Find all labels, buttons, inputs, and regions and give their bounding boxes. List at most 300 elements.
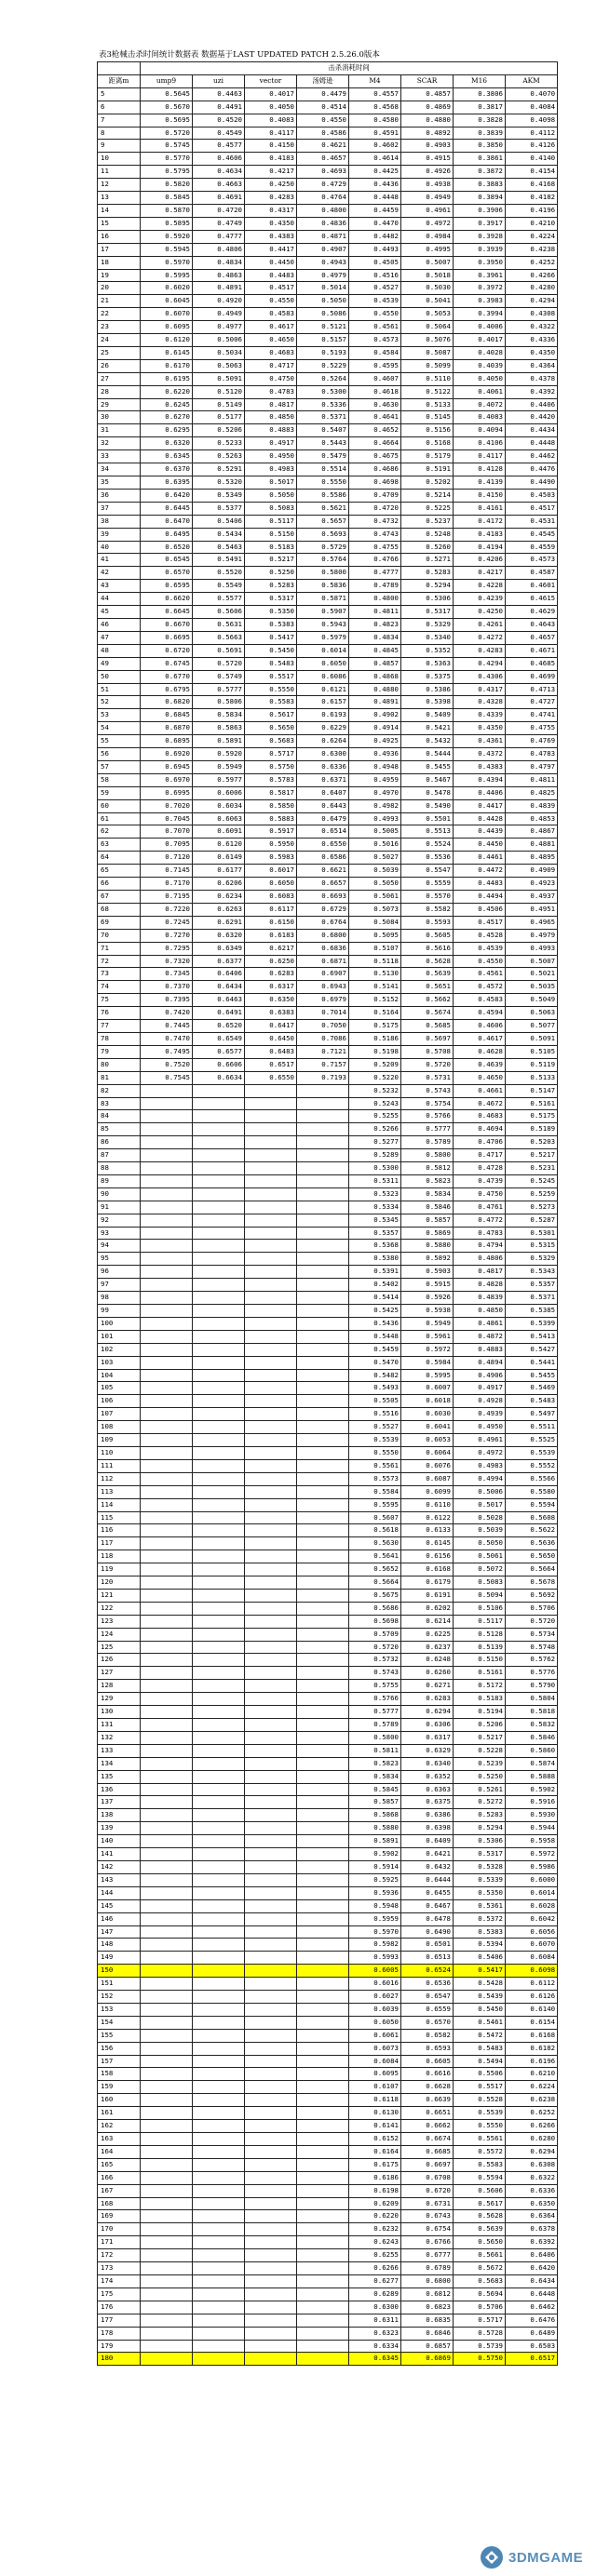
value-cell: 0.5605 (401, 929, 454, 942)
table-row (98, 87, 558, 101)
value-cell (245, 2249, 297, 2262)
value-cell: 0.5686 (349, 1602, 401, 1615)
value-cell (297, 1706, 349, 1719)
value-cell: 0.5549 (193, 580, 245, 593)
value-cell: 0.4150 (454, 489, 506, 502)
value-cell: 0.5818 (506, 1706, 558, 1719)
value-cell: 0.4950 (454, 1421, 506, 1434)
table-row (98, 1835, 558, 1848)
table-row (98, 243, 558, 256)
value-cell: 0.5550 (245, 683, 297, 696)
table-row (98, 2274, 558, 2288)
value-cell: 0.4250 (245, 179, 297, 192)
table-row (98, 1459, 558, 1472)
value-cell (141, 1511, 193, 1524)
table-row (98, 1020, 558, 1033)
value-cell (297, 1641, 349, 1654)
value-cell: 0.5084 (349, 916, 401, 929)
value-cell: 0.5157 (297, 334, 349, 347)
value-cell: 0.5783 (245, 773, 297, 786)
value-cell: 0.6870 (141, 722, 193, 735)
value-cell: 0.6225 (401, 1628, 454, 1641)
value-cell: 0.4606 (454, 1020, 506, 1033)
value-cell: 0.4630 (349, 398, 401, 411)
value-cell: 0.4494 (454, 891, 506, 904)
value-cell: 0.5501 (401, 812, 454, 825)
distance-cell: 33 (98, 450, 141, 463)
value-cell (245, 1925, 297, 1939)
value-cell (193, 1719, 245, 1732)
value-cell: 0.4914 (349, 722, 401, 735)
value-cell (193, 1939, 245, 1952)
distance-cell: 28 (98, 385, 141, 398)
value-cell (245, 1783, 297, 1796)
value-cell: 0.6300 (297, 748, 349, 761)
table-row (98, 2210, 558, 2223)
value-cell: 0.6334 (349, 2340, 401, 2353)
value-cell (245, 2236, 297, 2249)
value-cell (245, 1123, 297, 1136)
value-cell (141, 2288, 193, 2301)
value-cell (193, 2301, 245, 2314)
value-cell (245, 1174, 297, 1187)
value-cell: 0.6238 (506, 2094, 558, 2107)
table-row (98, 2314, 558, 2327)
value-cell (193, 1097, 245, 1110)
value-cell: 0.7121 (297, 1045, 349, 1058)
value-cell: 0.5617 (454, 2197, 506, 2210)
value-cell (297, 1382, 349, 1395)
value-cell: 0.5017 (454, 1498, 506, 1511)
table-row (98, 2158, 558, 2171)
value-cell: 0.5193 (297, 346, 349, 359)
table-row (98, 2262, 558, 2275)
value-cell: 0.4050 (454, 372, 506, 385)
value-cell (141, 1744, 193, 1757)
value-cell: 0.5539 (349, 1434, 401, 1447)
value-cell: 0.5606 (454, 2184, 506, 2197)
value-cell: 0.5706 (454, 2301, 506, 2314)
value-cell: 0.4867 (506, 825, 558, 839)
value-cell: 0.5907 (297, 606, 349, 619)
table-row (98, 398, 558, 411)
table-row (98, 2301, 558, 2314)
value-cell: 0.5478 (401, 786, 454, 799)
value-cell (141, 1279, 193, 1292)
value-cell: 0.6084 (506, 1952, 558, 1965)
value-cell (193, 1965, 245, 1978)
value-cell: 0.5617 (245, 709, 297, 722)
value-cell: 0.4463 (193, 87, 245, 101)
value-cell: 0.6674 (401, 2133, 454, 2146)
value-cell: 0.5949 (193, 760, 245, 773)
value-cell: 0.4671 (506, 644, 558, 657)
value-cell: 0.6479 (297, 812, 349, 825)
distance-cell: 89 (98, 1174, 141, 1187)
table-row (98, 1421, 558, 1434)
value-cell (141, 1654, 193, 1667)
value-cell (141, 1201, 193, 1214)
table-row (98, 166, 558, 179)
value-cell (297, 1667, 349, 1680)
distance-cell: 64 (98, 852, 141, 865)
value-cell (245, 1719, 297, 1732)
distance-cell: 43 (98, 580, 141, 593)
value-cell: 0.5732 (349, 1654, 401, 1667)
distance-cell: 107 (98, 1408, 141, 1421)
distance-cell: 58 (98, 773, 141, 786)
value-cell: 0.5005 (349, 825, 401, 839)
value-cell: 0.6467 (401, 1899, 454, 1912)
value-cell (193, 2120, 245, 2133)
value-cell (245, 2223, 297, 2236)
value-cell (141, 2133, 193, 2146)
value-cell: 0.6168 (401, 1563, 454, 1576)
value-cell: 0.6800 (401, 2274, 454, 2288)
value-cell: 0.7470 (141, 1032, 193, 1045)
distance-cell: 169 (98, 2210, 141, 2223)
value-cell: 0.7045 (141, 812, 193, 825)
value-cell (141, 1110, 193, 1123)
value-cell: 0.5559 (401, 878, 454, 891)
value-cell: 0.5972 (506, 1848, 558, 1861)
value-cell: 0.4800 (349, 593, 401, 606)
table-row (98, 1783, 558, 1796)
value-cell (141, 2145, 193, 2158)
table-row (98, 1279, 558, 1292)
value-cell: 0.5091 (506, 1032, 558, 1045)
value-cell (297, 1796, 349, 1809)
value-cell: 0.5463 (193, 541, 245, 554)
value-cell: 0.3939 (454, 243, 506, 256)
value-cell: 0.6320 (141, 437, 193, 450)
value-cell: 0.6670 (141, 618, 193, 631)
value-cell: 0.4527 (349, 282, 401, 295)
value-cell (245, 2353, 297, 2366)
value-cell: 0.5398 (401, 696, 454, 709)
value-cell: 0.6320 (193, 929, 245, 942)
value-cell: 0.5683 (245, 735, 297, 748)
value-cell: 0.5119 (506, 1058, 558, 1071)
value-cell: 0.5077 (506, 1020, 558, 1033)
value-cell: 0.5636 (506, 1537, 558, 1550)
value-cell: 0.5720 (141, 127, 193, 140)
value-cell: 0.5651 (401, 981, 454, 994)
table-row (98, 476, 558, 490)
table-row (98, 256, 558, 269)
value-cell: 0.6345 (349, 2353, 401, 2366)
value-cell: 0.5352 (401, 644, 454, 657)
value-cell: 0.6657 (297, 878, 349, 891)
value-cell: 0.5903 (401, 1266, 454, 1279)
value-cell: 0.5930 (506, 1809, 558, 1822)
table-row (98, 2081, 558, 2094)
value-cell (193, 1912, 245, 1925)
value-cell: 0.5520 (193, 567, 245, 580)
value-cell (245, 1511, 297, 1524)
value-cell: 0.5983 (245, 852, 297, 865)
value-cell: 0.6053 (401, 1434, 454, 1447)
value-cell (297, 2249, 349, 2262)
value-cell: 0.6300 (349, 2301, 401, 2314)
value-cell: 0.7020 (141, 799, 193, 812)
distance-cell: 110 (98, 1446, 141, 1459)
value-cell: 0.5120 (193, 385, 245, 398)
value-cell: 0.5094 (454, 1589, 506, 1602)
table-row (98, 515, 558, 528)
value-cell: 0.5391 (349, 1266, 401, 1279)
value-cell: 0.6444 (401, 1873, 454, 1886)
table-row (98, 308, 558, 321)
table-row (98, 1369, 558, 1382)
value-cell: 0.5161 (506, 1097, 558, 1110)
value-cell: 0.5172 (454, 1680, 506, 1693)
value-cell (245, 1576, 297, 1590)
value-cell: 0.4915 (401, 153, 454, 166)
value-cell: 0.5006 (193, 334, 245, 347)
value-cell: 0.6061 (349, 2029, 401, 2042)
value-cell: 0.6651 (401, 2107, 454, 2120)
table-row (98, 567, 558, 580)
table-row (98, 1110, 558, 1123)
value-cell (193, 2210, 245, 2223)
value-cell: 0.5608 (506, 1511, 558, 1524)
column-header: SCAR (401, 74, 454, 87)
value-cell: 0.4450 (454, 839, 506, 852)
distance-cell: 148 (98, 1939, 141, 1952)
value-cell: 0.5871 (297, 593, 349, 606)
table-row (98, 334, 558, 347)
table-row (98, 1731, 558, 1744)
value-cell: 0.3994 (454, 308, 506, 321)
value-cell: 0.5580 (506, 1485, 558, 1498)
value-cell: 0.4817 (245, 398, 297, 411)
value-cell: 0.4194 (454, 541, 506, 554)
value-cell (297, 2197, 349, 2210)
value-cell: 0.5517 (245, 670, 297, 683)
value-cell: 0.5417 (245, 631, 297, 644)
distance-cell: 7 (98, 114, 141, 127)
distance-cell: 167 (98, 2184, 141, 2197)
value-cell: 0.5961 (401, 1330, 454, 1343)
value-cell: 0.6871 (297, 955, 349, 968)
value-cell: 0.6210 (506, 2068, 558, 2081)
value-cell: 0.4993 (506, 942, 558, 955)
table-row (98, 1162, 558, 1175)
value-cell (193, 1886, 245, 1899)
value-cell: 0.4436 (349, 179, 401, 192)
table-row (98, 489, 558, 502)
value-cell (297, 1952, 349, 1965)
distance-cell: 105 (98, 1382, 141, 1395)
value-cell (297, 1356, 349, 1369)
table-row (98, 1886, 558, 1899)
distance-cell: 117 (98, 1537, 141, 1550)
value-cell (245, 1693, 297, 1706)
value-cell: 0.6198 (349, 2184, 401, 2197)
value-cell (141, 1356, 193, 1369)
value-cell: 0.4750 (245, 372, 297, 385)
distance-cell: 49 (98, 657, 141, 670)
value-cell: 0.4364 (506, 359, 558, 372)
value-cell (141, 1524, 193, 1537)
value-cell: 0.4972 (401, 217, 454, 230)
value-cell: 0.6220 (141, 385, 193, 398)
value-cell: 0.5895 (141, 217, 193, 230)
distance-cell: 75 (98, 994, 141, 1007)
table-row (98, 1912, 558, 1925)
value-cell (141, 1667, 193, 1680)
value-cell (141, 1860, 193, 1873)
value-cell: 0.4772 (454, 1214, 506, 1227)
distance-cell: 65 (98, 865, 141, 878)
value-cell (245, 1809, 297, 1822)
value-cell (245, 1589, 297, 1602)
value-cell: 0.5283 (401, 567, 454, 580)
value-cell: 0.5368 (349, 1240, 401, 1253)
value-cell: 0.4643 (506, 618, 558, 631)
value-cell (245, 1292, 297, 1305)
value-cell (245, 1680, 297, 1693)
value-cell: 0.5083 (245, 502, 297, 515)
value-cell: 0.5739 (454, 2340, 506, 2353)
value-cell: 0.4577 (193, 140, 245, 153)
distance-cell: 84 (98, 1110, 141, 1123)
value-cell (245, 1097, 297, 1110)
value-cell: 0.4517 (245, 282, 297, 295)
value-cell: 0.5621 (297, 502, 349, 515)
value-cell: 0.4549 (193, 127, 245, 140)
value-cell: 0.5455 (506, 1369, 558, 1382)
value-cell: 0.6179 (401, 1576, 454, 1590)
table-row (98, 916, 558, 929)
table-row (98, 1266, 558, 1279)
value-cell: 0.6406 (193, 968, 245, 981)
value-cell: 0.6295 (141, 424, 193, 437)
value-cell: 0.6520 (193, 1020, 245, 1033)
value-cell (193, 2016, 245, 2029)
value-cell (141, 1796, 193, 1809)
value-cell: 0.6095 (349, 2068, 401, 2081)
value-cell (245, 1136, 297, 1149)
distance-cell: 156 (98, 2042, 141, 2055)
value-cell: 0.6168 (506, 2029, 558, 2042)
value-cell: 0.4868 (349, 670, 401, 683)
value-cell: 0.6133 (401, 1524, 454, 1537)
table-row (98, 153, 558, 166)
value-cell: 0.5363 (401, 657, 454, 670)
value-cell: 0.6490 (401, 1925, 454, 1939)
value-cell: 0.4728 (454, 1162, 506, 1175)
value-cell (141, 1214, 193, 1227)
value-cell: 0.7495 (141, 1045, 193, 1058)
column-header: uzi (193, 74, 245, 87)
value-cell: 0.5511 (506, 1421, 558, 1434)
value-cell (297, 1187, 349, 1201)
value-cell: 0.5076 (401, 334, 454, 347)
value-cell: 0.4550 (454, 955, 506, 968)
value-cell: 0.4629 (506, 606, 558, 619)
distance-cell: 34 (98, 463, 141, 476)
value-cell: 0.5272 (454, 1796, 506, 1809)
distance-cell: 26 (98, 359, 141, 372)
value-cell (297, 1305, 349, 1318)
value-cell: 0.6283 (401, 1693, 454, 1706)
value-cell: 0.4462 (506, 450, 558, 463)
distance-cell: 46 (98, 618, 141, 631)
value-cell: 0.5693 (297, 528, 349, 541)
value-cell: 0.6846 (401, 2327, 454, 2340)
value-cell (245, 1498, 297, 1511)
value-cell: 0.4983 (245, 463, 297, 476)
value-cell: 0.6336 (297, 760, 349, 773)
value-cell: 0.4615 (506, 593, 558, 606)
value-cell: 0.4383 (245, 230, 297, 243)
value-cell: 0.5577 (193, 593, 245, 606)
table-row (98, 1227, 558, 1240)
distance-cell: 71 (98, 942, 141, 955)
distance-cell: 101 (98, 1330, 141, 1343)
value-cell: 0.6455 (401, 1886, 454, 1899)
value-cell (193, 1214, 245, 1227)
value-cell (245, 2016, 297, 2029)
value-cell (245, 1524, 297, 1537)
kill-time-table (97, 61, 558, 2366)
value-cell: 0.4182 (506, 192, 558, 205)
table-row (98, 2094, 558, 2107)
value-cell: 0.6329 (401, 1744, 454, 1757)
value-cell (297, 1317, 349, 1330)
value-cell (193, 2107, 245, 2120)
value-cell (141, 1459, 193, 1472)
table-row (98, 1873, 558, 1886)
value-cell (297, 2288, 349, 2301)
value-cell: 0.4618 (349, 385, 401, 398)
value-cell: 0.6264 (297, 735, 349, 748)
value-cell: 0.5547 (401, 865, 454, 878)
distance-cell: 179 (98, 2340, 141, 2353)
value-cell: 0.4993 (349, 812, 401, 825)
value-cell: 0.5561 (349, 1459, 401, 1472)
value-cell: 0.6593 (401, 2042, 454, 2055)
value-cell: 0.6945 (141, 760, 193, 773)
value-cell: 0.5979 (297, 631, 349, 644)
value-cell: 0.4602 (349, 140, 401, 153)
distance-cell: 24 (98, 334, 141, 347)
value-cell: 0.4706 (454, 1136, 506, 1149)
value-cell: 0.5770 (141, 153, 193, 166)
value-cell: 0.4720 (193, 204, 245, 217)
value-cell: 0.4739 (454, 1174, 506, 1187)
value-cell: 0.6140 (506, 2003, 558, 2016)
value-cell (245, 1356, 297, 1369)
value-cell (245, 1227, 297, 1240)
value-cell: 0.4106 (454, 437, 506, 450)
value-cell: 0.5441 (506, 1356, 558, 1369)
value-cell: 0.6311 (349, 2314, 401, 2327)
value-cell: 0.5050 (245, 489, 297, 502)
value-cell: 0.4539 (454, 942, 506, 955)
value-cell (193, 2042, 245, 2055)
value-cell: 0.6063 (193, 812, 245, 825)
value-cell (141, 2249, 193, 2262)
value-cell: 0.4028 (454, 346, 506, 359)
distance-cell: 132 (98, 1731, 141, 1744)
watermark-text: 3DMGAME (508, 2550, 584, 2566)
value-cell (193, 1641, 245, 1654)
value-cell: 0.4984 (401, 230, 454, 243)
distance-cell: 153 (98, 2003, 141, 2016)
